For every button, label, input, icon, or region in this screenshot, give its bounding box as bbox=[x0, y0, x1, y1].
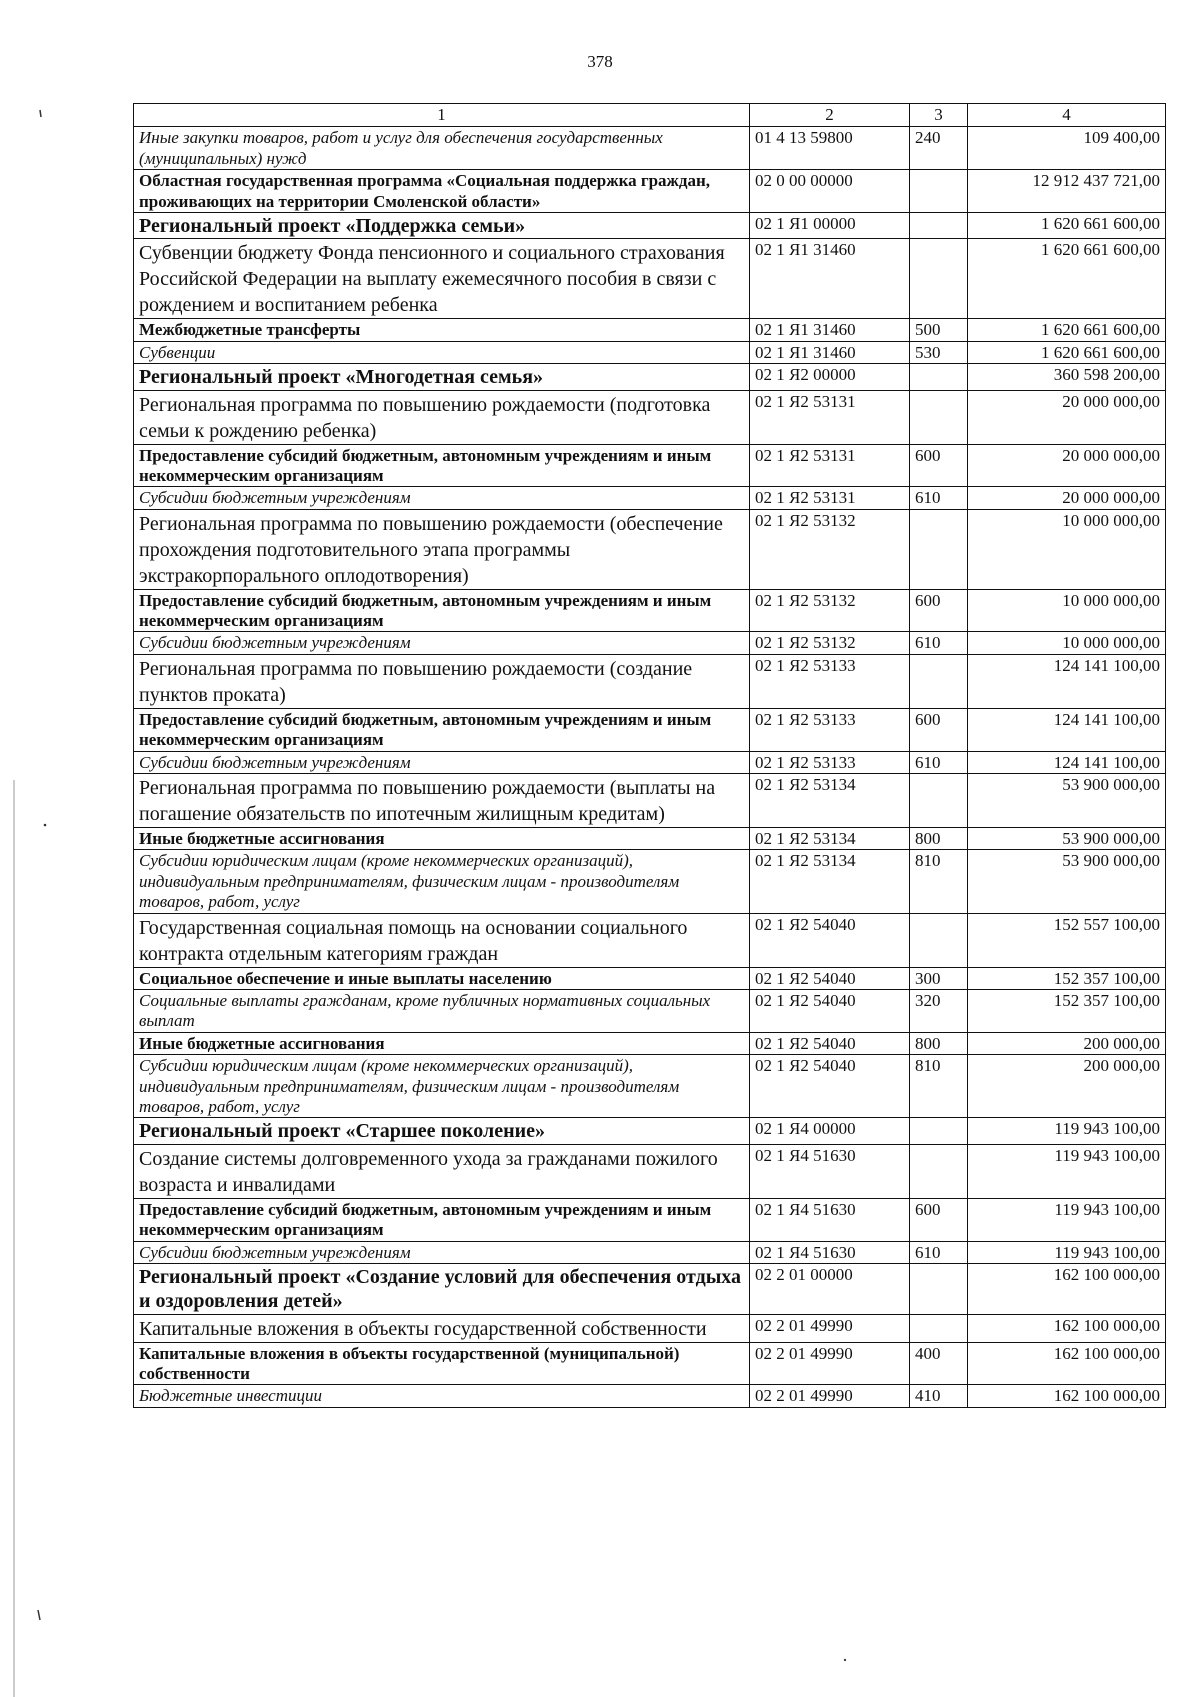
row-sum: 53 900 000,00 bbox=[968, 774, 1166, 828]
row-name: Бюджетные инвестиции bbox=[134, 1385, 750, 1407]
row-code: 02 1 Я2 53131 bbox=[750, 444, 910, 487]
table-row bbox=[134, 390, 1166, 444]
row-sum: 162 100 000,00 bbox=[968, 1342, 1166, 1385]
table-row bbox=[134, 127, 1166, 170]
row-code: 02 1 Я2 53132 bbox=[750, 632, 910, 654]
row-sum: 152 357 100,00 bbox=[968, 989, 1166, 1032]
row-sum: 124 141 100,00 bbox=[968, 654, 1166, 708]
row-sum: 124 141 100,00 bbox=[968, 751, 1166, 773]
row-code: 01 4 13 59800 bbox=[750, 127, 910, 170]
row-sum: 162 100 000,00 bbox=[968, 1385, 1166, 1407]
table-row bbox=[134, 589, 1166, 632]
row-vr: 800 bbox=[910, 828, 968, 850]
row-vr: 320 bbox=[910, 989, 968, 1032]
table-row bbox=[134, 509, 1166, 589]
row-code: 02 1 Я1 31460 bbox=[750, 239, 910, 319]
table-row bbox=[134, 774, 1166, 828]
row-vr bbox=[910, 239, 968, 319]
row-sum: 119 943 100,00 bbox=[968, 1241, 1166, 1263]
row-code: 02 1 Я1 31460 bbox=[750, 319, 910, 341]
budget-table bbox=[133, 103, 1166, 1408]
row-sum: 10 000 000,00 bbox=[968, 589, 1166, 632]
row-sum: 162 100 000,00 bbox=[968, 1314, 1166, 1342]
table-row bbox=[134, 989, 1166, 1032]
row-code: 02 1 Я4 51630 bbox=[750, 1241, 910, 1263]
row-name: Субвенции бюджету Фонда пенсионного и социального страхования Российской Федерации на выплату ежемесячного пособия в связи с рождением и воспитанием ребенка bbox=[134, 239, 750, 319]
row-code: 02 1 Я2 00000 bbox=[750, 364, 910, 390]
row-name: Капитальные вложения в объекты государственной (муниципальной) собственности bbox=[134, 1342, 750, 1385]
row-name: Региональный проект «Создание условий для обеспечения отдыха и оздоровления детей» bbox=[134, 1263, 750, 1314]
table-row bbox=[134, 1144, 1166, 1198]
table-row bbox=[134, 654, 1166, 708]
row-name: Субсидии бюджетным учреждениям bbox=[134, 487, 750, 509]
row-code: 02 1 Я4 51630 bbox=[750, 1144, 910, 1198]
row-vr: 810 bbox=[910, 1055, 968, 1118]
row-name: Субсидии бюджетным учреждениям bbox=[134, 632, 750, 654]
row-name: Иные бюджетные ассигнования bbox=[134, 1032, 750, 1054]
header-cell-code: 2 bbox=[750, 104, 910, 127]
row-name: Областная государственная программа «Социальная поддержка граждан, проживающих на территории Смоленской области» bbox=[134, 170, 750, 213]
table-row bbox=[134, 341, 1166, 363]
row-vr: 530 bbox=[910, 341, 968, 363]
row-code: 02 1 Я2 53131 bbox=[750, 390, 910, 444]
row-code: 02 1 Я2 53132 bbox=[750, 589, 910, 632]
row-name: Субвенции bbox=[134, 341, 750, 363]
row-name: Региональная программа по повышению рождаемости (обеспечение прохождения подготовительного этапа программы экстракорпорального оплодотворения) bbox=[134, 509, 750, 589]
row-code: 02 1 Я2 53133 bbox=[750, 708, 910, 751]
row-sum: 53 900 000,00 bbox=[968, 828, 1166, 850]
row-sum: 1 620 661 600,00 bbox=[968, 341, 1166, 363]
row-code: 02 1 Я2 54040 bbox=[750, 967, 910, 989]
row-sum: 20 000 000,00 bbox=[968, 390, 1166, 444]
row-name: Создание системы долговременного ухода за гражданами пожилого возраста и инвалидами bbox=[134, 1144, 750, 1198]
row-vr: 400 bbox=[910, 1342, 968, 1385]
scan-speck bbox=[40, 110, 41, 117]
row-sum: 1 620 661 600,00 bbox=[968, 239, 1166, 319]
row-vr: 610 bbox=[910, 1241, 968, 1263]
row-vr: 410 bbox=[910, 1385, 968, 1407]
row-code: 02 1 Я2 54040 bbox=[750, 1055, 910, 1118]
row-name: Социальное обеспечение и иные выплаты населению bbox=[134, 967, 750, 989]
row-code: 02 1 Я2 53134 bbox=[750, 828, 910, 850]
row-name: Государственная социальная помощь на основании социального контракта отдельным категориям граждан bbox=[134, 913, 750, 967]
row-name: Региональная программа по повышению рождаемости (создание пунктов проката) bbox=[134, 654, 750, 708]
row-vr bbox=[910, 390, 968, 444]
row-name: Субсидии бюджетным учреждениям bbox=[134, 751, 750, 773]
row-code: 02 2 01 49990 bbox=[750, 1314, 910, 1342]
row-name: Субсидии юридическим лицам (кроме некоммерческих организаций), индивидуальным предпринимателям, физическим лицам - производителям товаров, работ, услуг bbox=[134, 850, 750, 913]
row-code: 02 1 Я2 53133 bbox=[750, 751, 910, 773]
row-vr: 610 bbox=[910, 487, 968, 509]
row-vr bbox=[910, 774, 968, 828]
row-name: Предоставление субсидий бюджетным, автономным учреждениям и иным некоммерческим организациям bbox=[134, 1198, 750, 1241]
row-code: 02 1 Я2 53131 bbox=[750, 487, 910, 509]
row-vr bbox=[910, 1263, 968, 1314]
row-name: Субсидии юридическим лицам (кроме некоммерческих организаций), индивидуальным предпринимателям, физическим лицам - производителям товаров, работ, услуг bbox=[134, 1055, 750, 1118]
table-row bbox=[134, 1032, 1166, 1054]
row-code: 02 1 Я2 54040 bbox=[750, 913, 910, 967]
table-row bbox=[134, 850, 1166, 913]
table-row bbox=[134, 1314, 1166, 1342]
row-vr: 500 bbox=[910, 319, 968, 341]
table-row bbox=[134, 319, 1166, 341]
table-row bbox=[134, 967, 1166, 989]
table-row bbox=[134, 1118, 1166, 1144]
row-code: 02 1 Я2 53134 bbox=[750, 774, 910, 828]
row-name: Региональный проект «Поддержка семьи» bbox=[134, 212, 750, 238]
table-row bbox=[134, 170, 1166, 213]
scan-speck bbox=[38, 1610, 40, 1620]
row-vr: 610 bbox=[910, 751, 968, 773]
row-name: Региональная программа по повышению рождаемости (выплаты на погашение обязательств по ипотечным жилищным кредитам) bbox=[134, 774, 750, 828]
row-name: Региональный проект «Старшее поколение» bbox=[134, 1118, 750, 1144]
table-row bbox=[134, 1263, 1166, 1314]
row-code: 02 1 Я2 53133 bbox=[750, 654, 910, 708]
scan-speck bbox=[844, 1659, 846, 1661]
row-name: Капитальные вложения в объекты государственной собственности bbox=[134, 1314, 750, 1342]
row-name: Региональный проект «Многодетная семья» bbox=[134, 364, 750, 390]
row-sum: 53 900 000,00 bbox=[968, 850, 1166, 913]
row-code: 02 1 Я4 51630 bbox=[750, 1198, 910, 1241]
row-sum: 360 598 200,00 bbox=[968, 364, 1166, 390]
row-vr: 600 bbox=[910, 708, 968, 751]
header-cell-sum: 4 bbox=[968, 104, 1166, 127]
table-row bbox=[134, 913, 1166, 967]
row-sum: 10 000 000,00 bbox=[968, 632, 1166, 654]
row-sum: 124 141 100,00 bbox=[968, 708, 1166, 751]
row-sum: 152 557 100,00 bbox=[968, 913, 1166, 967]
row-sum: 10 000 000,00 bbox=[968, 509, 1166, 589]
row-sum: 12 912 437 721,00 bbox=[968, 170, 1166, 213]
row-vr bbox=[910, 364, 968, 390]
row-vr: 600 bbox=[910, 444, 968, 487]
row-sum: 119 943 100,00 bbox=[968, 1144, 1166, 1198]
header-cell-name: 1 bbox=[134, 104, 750, 127]
row-vr: 600 bbox=[910, 1198, 968, 1241]
row-code: 02 1 Я2 54040 bbox=[750, 989, 910, 1032]
row-name: Региональная программа по повышению рождаемости (подготовка семьи к рождению ребенка) bbox=[134, 390, 750, 444]
row-sum: 119 943 100,00 bbox=[968, 1198, 1166, 1241]
row-sum: 119 943 100,00 bbox=[968, 1118, 1166, 1144]
row-name: Предоставление субсидий бюджетным, автономным учреждениям и иным некоммерческим организациям bbox=[134, 708, 750, 751]
row-sum: 152 357 100,00 bbox=[968, 967, 1166, 989]
row-code: 02 0 00 00000 bbox=[750, 170, 910, 213]
row-vr bbox=[910, 509, 968, 589]
row-vr: 240 bbox=[910, 127, 968, 170]
page-number: 378 bbox=[587, 52, 613, 71]
row-sum: 1 620 661 600,00 bbox=[968, 319, 1166, 341]
row-vr bbox=[910, 1144, 968, 1198]
row-name: Межбюджетные трансферты bbox=[134, 319, 750, 341]
row-sum: 20 000 000,00 bbox=[968, 444, 1166, 487]
row-sum: 1 620 661 600,00 bbox=[968, 212, 1166, 238]
table-row bbox=[134, 751, 1166, 773]
table-row bbox=[134, 708, 1166, 751]
table-row bbox=[134, 1241, 1166, 1263]
row-code: 02 2 01 49990 bbox=[750, 1342, 910, 1385]
row-name: Социальные выплаты гражданам, кроме публичных нормативных социальных выплат bbox=[134, 989, 750, 1032]
table-row bbox=[134, 828, 1166, 850]
row-vr bbox=[910, 1118, 968, 1144]
row-code: 02 1 Я1 00000 bbox=[750, 212, 910, 238]
table-row bbox=[134, 487, 1166, 509]
row-name: Иные бюджетные ассигнования bbox=[134, 828, 750, 850]
table-row bbox=[134, 364, 1166, 390]
row-vr: 610 bbox=[910, 632, 968, 654]
header-cell-vr: 3 bbox=[910, 104, 968, 127]
table-row bbox=[134, 1342, 1166, 1385]
table-row bbox=[134, 1385, 1166, 1407]
row-name: Предоставление субсидий бюджетным, автономным учреждениям и иным некоммерческим организациям bbox=[134, 444, 750, 487]
row-vr: 800 bbox=[910, 1032, 968, 1054]
row-vr bbox=[910, 913, 968, 967]
table-row bbox=[134, 1055, 1166, 1118]
row-sum: 162 100 000,00 bbox=[968, 1263, 1166, 1314]
table-header-row bbox=[134, 104, 1166, 127]
row-vr bbox=[910, 1314, 968, 1342]
row-name: Иные закупки товаров, работ и услуг для обеспечения государственных (муниципальных) нужд bbox=[134, 127, 750, 170]
row-sum: 200 000,00 bbox=[968, 1055, 1166, 1118]
row-sum: 109 400,00 bbox=[968, 127, 1166, 170]
row-sum: 200 000,00 bbox=[968, 1032, 1166, 1054]
row-code: 02 2 01 00000 bbox=[750, 1263, 910, 1314]
row-code: 02 1 Я1 31460 bbox=[750, 341, 910, 363]
row-vr bbox=[910, 170, 968, 213]
table-row bbox=[134, 444, 1166, 487]
row-name: Субсидии бюджетным учреждениям bbox=[134, 1241, 750, 1263]
row-code: 02 2 01 49990 bbox=[750, 1385, 910, 1407]
row-sum: 20 000 000,00 bbox=[968, 487, 1166, 509]
table-row bbox=[134, 1198, 1166, 1241]
row-vr bbox=[910, 654, 968, 708]
row-name: Предоставление субсидий бюджетным, автономным учреждениям и иным некоммерческим организациям bbox=[134, 589, 750, 632]
row-code: 02 1 Я2 53134 bbox=[750, 850, 910, 913]
row-vr: 600 bbox=[910, 589, 968, 632]
table-row bbox=[134, 632, 1166, 654]
row-code: 02 1 Я2 54040 bbox=[750, 1032, 910, 1054]
table-row bbox=[134, 212, 1166, 238]
row-code: 02 1 Я4 00000 bbox=[750, 1118, 910, 1144]
scan-speck bbox=[44, 824, 47, 827]
row-vr bbox=[910, 212, 968, 238]
row-vr: 300 bbox=[910, 967, 968, 989]
row-vr: 810 bbox=[910, 850, 968, 913]
row-code: 02 1 Я2 53132 bbox=[750, 509, 910, 589]
table-row bbox=[134, 239, 1166, 319]
